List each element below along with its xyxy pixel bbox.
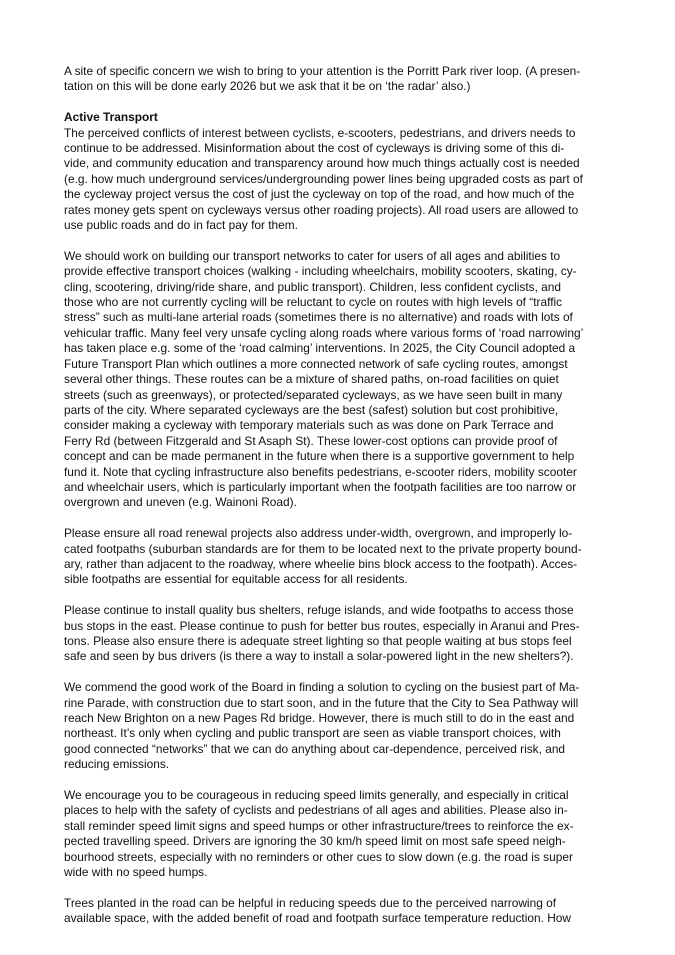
text-line: northeast. It’s only when cycling and public transport are seen as viable transport choices, with — [64, 726, 561, 741]
text-line: (e.g. how much underground services/undergrounding power lines being upgraded costs as part of — [64, 171, 583, 186]
text-line: vehicular traffic. Many feel very unsafe cycling along roads where various forms of ‘road narrowing’ — [64, 325, 584, 340]
text-line: continue to be addressed. Misinformation about the cost of cycleways is driving some of this di- — [64, 141, 565, 156]
text-line: safe and seen by bus drivers (is there a way to install a solar-powered light in the new shelters?). — [64, 649, 574, 664]
text-line: vide, and community education and transparency around how much things actually cost is needed — [64, 156, 580, 171]
paragraph — [64, 526, 620, 588]
text-line: rates money gets spent on cycleways versus other roading projects). All road users are allowed to — [64, 202, 579, 217]
text-line: the cycleway project versus the cost of just the cycleway on top of the road, and how much of the — [64, 187, 575, 202]
text-line: wide with no speed humps. — [64, 865, 208, 880]
text-line: cated footpaths (suburban standards are for them to be located next to the private property bound- — [64, 541, 582, 556]
paragraph — [64, 603, 620, 665]
paragraph — [64, 896, 620, 927]
text-line: pected travelling speed. Drivers are ignoring the 30 km/h speed limit on most safe speed neigh- — [64, 834, 566, 849]
text-line: bourhood streets, especially with no reminders or other cues to slow down (e.g. the road is super — [64, 849, 573, 864]
text-line: those who are not currently cycling will be reluctant to cycle on routes with high levels of “traffic — [64, 295, 563, 310]
text-line: streets (such as greenways), or protected/separated cycleways, as we have seen built in many — [64, 387, 563, 402]
text-line: reducing emissions. — [64, 757, 170, 772]
text-line: Ferry Rd (between Fitzgerald and St Asaph St). These lower-cost options can provide proof of — [64, 433, 558, 448]
text-line: Future Transport Plan which outlines a more connected network of safe cycling routes, amongst — [64, 356, 568, 371]
text-line: has taken place e.g. some of the ‘road calming’ interventions. In 2025, the City Council adopted a — [64, 341, 576, 356]
text-line: overgrown and uneven (e.g. Wainoni Road). — [64, 495, 297, 510]
text-line: places to help with the safety of cyclists and pedestrians of all ages and abilities. Please also in- — [64, 803, 568, 818]
text-line: provide effective transport choices (walking - including wheelchairs, mobility scooters, skating, cy- — [64, 264, 577, 279]
text-line: reach New Brighton on a new Pages Rd bridge. However, there is much still to do in the east and — [64, 710, 575, 725]
text-line: A site of specific concern we wish to bring to your attention is the Porritt Park river loop. (A presen- — [64, 64, 581, 78]
paragraph — [64, 249, 620, 511]
document-page — [64, 64, 620, 942]
text-line: We should work on building our transport networks to cater for users of all ages and abilities to — [64, 248, 561, 263]
text-line: tation on this will be done early 2026 but we ask that it be on ‘the radar’ also.) — [64, 79, 471, 94]
text-line: good connected “networks” that we can do anything about car-dependence, perceived risk, and — [64, 741, 566, 756]
text-line: Please continue to install quality bus shelters, refuge islands, and wide footpaths to access those — [64, 603, 574, 618]
text-line: tons. Please also ensure there is adequate street lighting so that people waiting at bus stops feel — [64, 633, 572, 648]
paragraph — [64, 64, 620, 95]
text-line: concept and can be made permanent in the future when there is a supportive government to help — [64, 449, 575, 464]
text-line: The perceived conflicts of interest between cyclists, e-scooters, pedestrians, and drivers needs to — [64, 125, 576, 140]
text-line: several other things. These routes can be a mixture of shared paths, on-road facilities on quiet — [64, 372, 559, 387]
text-line: fund it. Note that cycling infrastructure also benefits pedestrians, e-scooter riders, mobility scooter — [64, 464, 577, 479]
text-line: cling, scootering, driving/ride share, and public transport). Children, less confident cyclists, and — [64, 279, 562, 294]
text-line: ary, rather than adjacent to the roadway, where wheelie bins block access to the footpath). Acces- — [64, 556, 578, 571]
text-line: Please ensure all road renewal projects also address under-width, overgrown, and improperly lo- — [64, 526, 573, 541]
text-line: bus stops in the east. Please continue to push for better bus routes, especially in Aranui and Pres- — [64, 618, 580, 633]
text-line: stress” such as multi-lane arterial roads (sometimes there is no alternative) and roads with lots of — [64, 310, 573, 325]
paragraph — [64, 110, 620, 233]
paragraph — [64, 788, 620, 880]
section-heading: Active Transport — [64, 110, 158, 125]
text-line: available space, with the added benefit of road and footpath surface temperature reduction. How — [64, 911, 571, 926]
text-line: stall reminder speed limit signs and speed humps or other infrastructure/trees to reinforce the ex- — [64, 818, 574, 833]
paragraph — [64, 680, 620, 772]
text-line: We commend the good work of the Board in finding a solution to cycling on the busiest part of Ma- — [64, 680, 580, 695]
text-line: use public roads and do in fact pay for them. — [64, 218, 298, 233]
text-line: and wheelchair users, which is particularly important when the footpath facilities are too narrow or — [64, 479, 577, 494]
text-line: We encourage you to be courageous in reducing speed limits generally, and especially in critical — [64, 788, 569, 802]
text-line: sible footpaths are essential for equitable access for all residents. — [64, 572, 408, 587]
text-line: rine Parade, with construction due to start soon, and in the future that the City to Sea Pathway will — [64, 695, 579, 710]
text-line: parts of the city. Where separated cycleways are the best (safest) solution but cost prohibitive, — [64, 402, 559, 417]
text-line: consider making a cycleway with temporary materials such as was done on Park Terrace and — [64, 418, 554, 433]
text-line: Trees planted in the road can be helpful in reducing speeds due to the perceived narrowing of — [64, 895, 557, 910]
